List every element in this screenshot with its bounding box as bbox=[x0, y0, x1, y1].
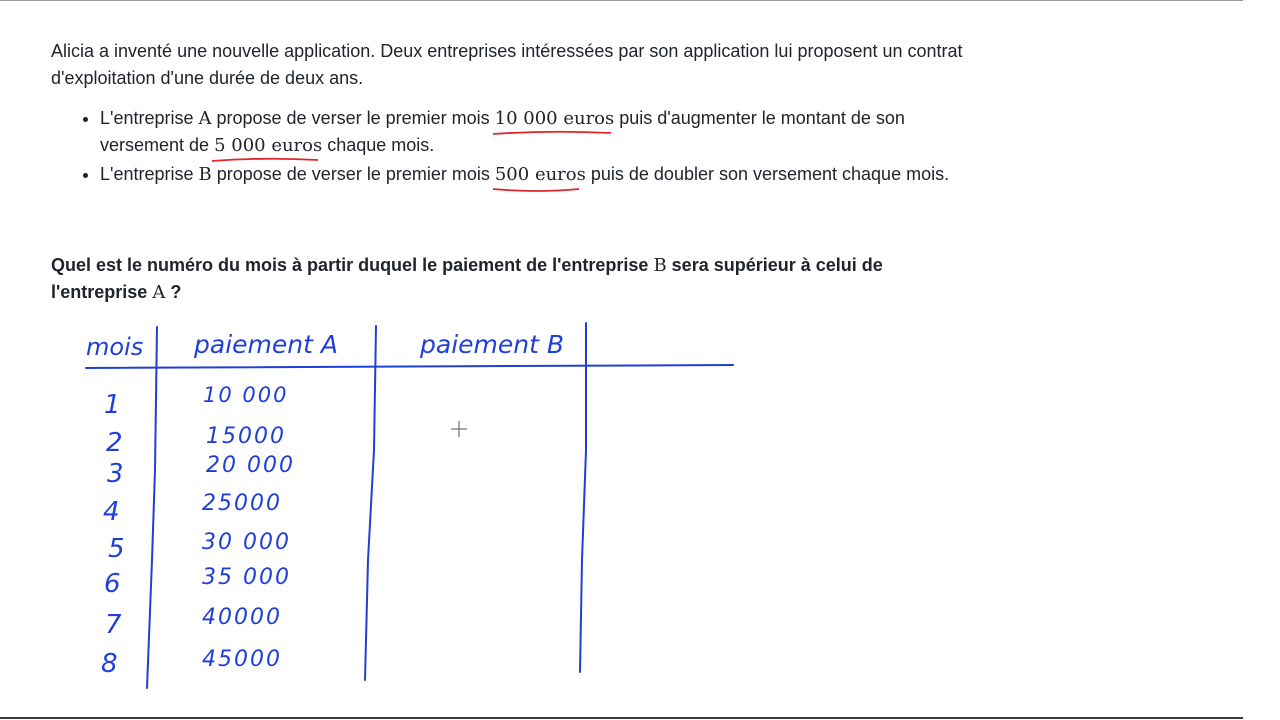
mois-cell: 1 bbox=[104, 390, 121, 420]
offer-a-text-2: propose de verser le premier mois bbox=[211, 108, 495, 128]
mois-cell: 4 bbox=[103, 497, 120, 527]
offer-a-text-4: chaque mois. bbox=[322, 135, 435, 155]
mois-cell: 5 bbox=[108, 534, 125, 564]
mois-cell: 2 bbox=[106, 428, 123, 458]
problem-statement bbox=[51, 38, 971, 190]
offer-a-first-amount: 10 000 euros bbox=[494, 108, 615, 129]
bottom-rule bbox=[0, 717, 1243, 719]
mois-cell: 6 bbox=[104, 569, 121, 599]
question-text-3: ? bbox=[165, 282, 182, 302]
question-text-1: Quel est le numéro du mois à partir duquel le paiement de l'entreprise bbox=[51, 255, 654, 275]
offer-a-text-1: L'entreprise bbox=[100, 108, 199, 128]
red-underline bbox=[491, 185, 581, 193]
paiement-a-cell: 30 000 bbox=[202, 530, 291, 555]
highlight-amount-500 bbox=[495, 161, 586, 188]
highlight-amount-5000 bbox=[214, 132, 322, 159]
paiement-a-cell: 25000 bbox=[202, 491, 282, 516]
offers-list bbox=[51, 105, 971, 188]
mois-cell: 3 bbox=[107, 459, 124, 489]
crosshair-cursor-icon bbox=[450, 420, 468, 438]
paiement-a-cell: 40000 bbox=[202, 605, 282, 630]
paiement-a-cell: 45000 bbox=[202, 647, 282, 672]
header-paiement-a: paiement A bbox=[194, 330, 338, 359]
header-mois: mois bbox=[86, 333, 144, 361]
table-header-rule bbox=[86, 365, 733, 368]
question-company-a: A bbox=[152, 282, 166, 303]
paiement-a-cell: 35 000 bbox=[202, 565, 291, 590]
offer-b-text-1: L'entreprise bbox=[100, 164, 199, 184]
right-margin bbox=[1243, 0, 1280, 720]
paiement-a-cell: 20 000 bbox=[206, 453, 295, 478]
top-rule bbox=[0, 0, 1243, 1]
problem-intro: Alicia a inventé une nouvelle application. Deux entreprises intéressées par son application lui proposent un contrat d'exploitation d'une durée de deux ans. bbox=[51, 41, 963, 88]
question bbox=[51, 252, 951, 306]
mois-cell: 7 bbox=[105, 610, 122, 640]
header-paiement-b: paiement B bbox=[420, 330, 564, 359]
offer-a bbox=[100, 105, 971, 159]
offer-b-first-amount: 500 euros bbox=[494, 164, 586, 185]
table-column-rule-1 bbox=[147, 327, 157, 688]
red-underline bbox=[210, 156, 320, 164]
paiement-a-cell: 10 000 bbox=[203, 383, 289, 407]
mois-cell: 8 bbox=[101, 649, 118, 679]
table-column-rule-2 bbox=[365, 326, 376, 680]
table-column-rule-3 bbox=[580, 323, 586, 672]
paiement-a-cell: 15000 bbox=[206, 424, 286, 449]
question-text-2: sera supérieur à celui de l'entreprise bbox=[51, 255, 883, 302]
offer-b-text-3: puis de doubler son versement chaque mois. bbox=[585, 164, 950, 184]
company-b-symbol: B bbox=[198, 164, 212, 185]
offer-a-text-3: puis d'augmenter le montant de son versement de bbox=[100, 108, 905, 155]
highlight-amount-10000 bbox=[495, 105, 615, 132]
question-company-b: B bbox=[653, 255, 667, 276]
offer-b-text-2: propose de verser le premier mois bbox=[211, 164, 495, 184]
company-a-symbol: A bbox=[198, 108, 212, 129]
red-underline bbox=[491, 129, 613, 137]
offer-b bbox=[100, 161, 971, 188]
offer-a-increment-amount: 5 000 euros bbox=[214, 135, 323, 156]
